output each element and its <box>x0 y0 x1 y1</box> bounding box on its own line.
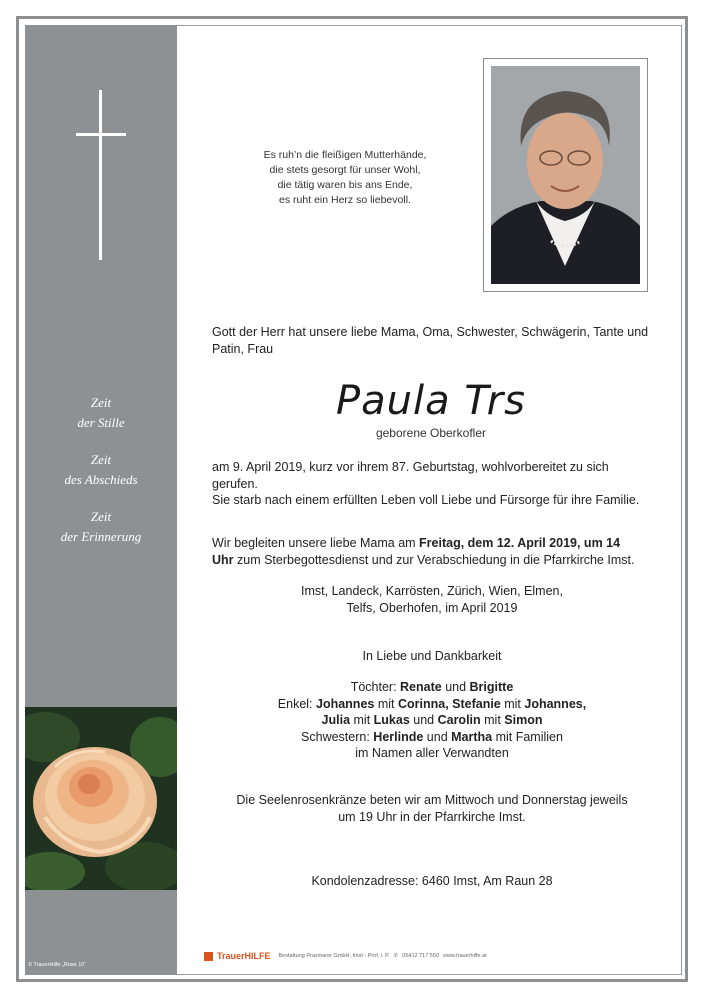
trauerhilfe-logo-icon <box>204 952 213 961</box>
sisters-line: Schwestern: Herlinde und Martha mit Familien <box>301 729 563 744</box>
funeral-text: Wir begleiten unsere liebe Mama am Freitag, dem 12. April 2019, um 14 Uhr zum Sterbegottesdienst und zur Verabschiedung in die Pfarrkirche Imst. <box>212 536 635 567</box>
rose-image <box>25 707 177 890</box>
portrait-photo <box>491 66 640 284</box>
deceased-name: Paula Trs <box>336 378 526 424</box>
copyright: © TrauerHilfe „Rose 10“ <box>28 962 87 968</box>
condolence-address: Kondolenzadresse: 6460 Imst, Am Raun 28 <box>311 874 553 888</box>
phone-icon: ✆ <box>393 953 399 959</box>
sidebar-text-erinnerung: Zeit der Erinnerung <box>60 509 142 544</box>
places-text: Imst, Landeck, Karrösten, Zürich, Wien, Elmen, Telfs, Oberhofen, im April 2019 <box>301 584 563 615</box>
company-info: Bestattung Praxmarer GmbH, Imst - Prof. i. P. <box>278 953 390 959</box>
grandchildren-line-1: Enkel: Johannes mit Corinna, Stefanie mit Johannes, <box>277 696 587 711</box>
gratitude-text: In Liebe und Dankbarkeit <box>362 649 502 663</box>
daughters-line: Töchter: Renate und Brigitte <box>350 680 514 694</box>
family-list <box>212 679 652 762</box>
poem: Es ruh’n die fleißigen Mutterhände, die stets gesorgt für unser Wohl, die tätig waren bis ans Ende, es ruht ein Herz so liebevoll. <box>263 149 427 206</box>
footer <box>204 950 487 962</box>
sidebar-text-abschied: Zeit des Abschieds <box>64 452 138 487</box>
trauerhilfe-logo: TrauerHILFE <box>217 951 271 961</box>
maiden-name: geborene Oberkofler <box>375 426 487 440</box>
grandchildren-line-2: Julia mit Lukas und Carolin mit Simon <box>321 713 543 727</box>
cross-icon <box>99 90 102 260</box>
intro-text: Gott der Herr hat unsere liebe Mama, Oma, Schwester, Schwägerin, Tante und Patin, Frau <box>212 325 649 356</box>
relatives-line: im Namen aller Verwandten <box>355 746 509 760</box>
rosary-text: Die Seelenrosenkränze beten wir am Mittwoch und Donnerstag jeweils um 19 Uhr in der Pfarrkirche Imst. <box>236 793 628 824</box>
cross-icon-bar <box>76 133 126 136</box>
death-text: am 9. April 2019, kurz vor ihrem 87. Geburtstag, wohlvorbereitet zu sich gerufen. Sie starb nach einem erfüllten Leben voll Liebe und Fürsorge für ihre Familie. <box>212 460 640 507</box>
website-link[interactable]: www.trauerhilfe.at <box>443 953 487 959</box>
phone-number: 05412 717 550 <box>402 953 439 959</box>
sidebar-text-stille: Zeit der Stille <box>77 395 125 430</box>
